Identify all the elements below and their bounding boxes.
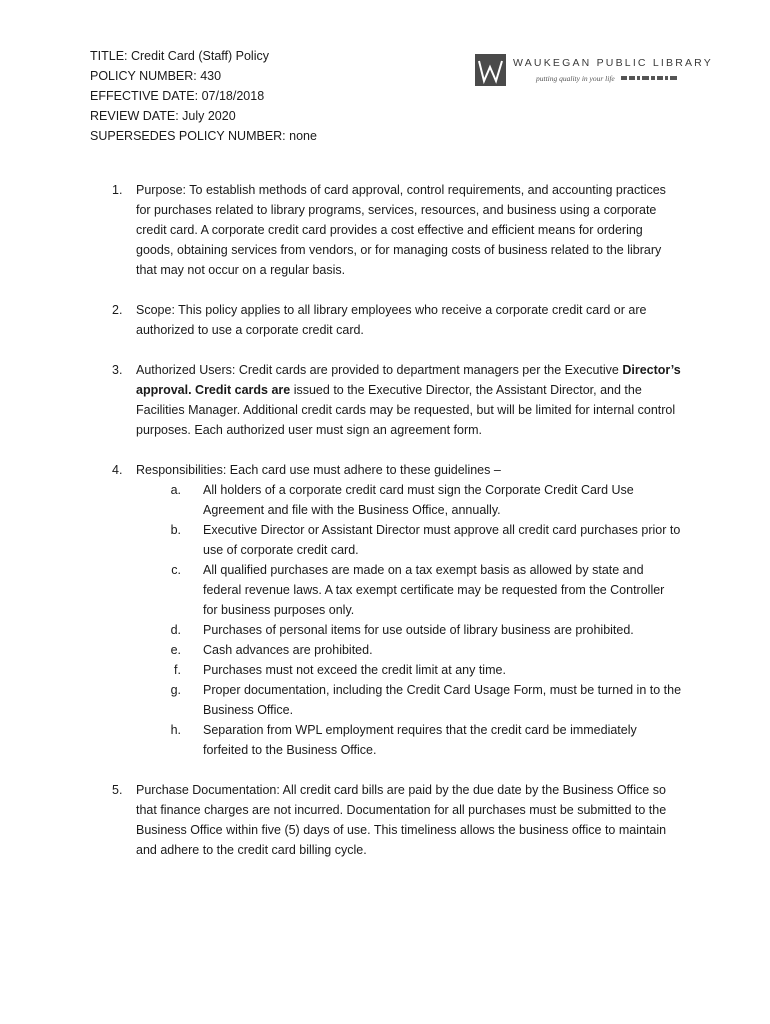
section-number: 5.	[112, 783, 123, 797]
review-date: REVIEW DATE: July 2020	[90, 109, 236, 123]
guideline-text: Purchases of personal items for use outside of library business are prohibited.	[203, 623, 634, 637]
section-text: Purpose: To establish methods of card approval, control requirements, and accounting practices for purchases related to library programs, services, resources, and business using a corporate credit card. A corporate credit card provides a cost effective and efficient means for ordering goods, obtaining services from vendors, or for managing costs of business related to the library that may not occur on a regular basis.	[136, 183, 666, 277]
section-text: Scope: This policy applies to all library employees who receive a corporate credit card or are authorized to use a corporate credit card.	[136, 303, 647, 337]
guideline-text: Purchases must not exceed the credit limit at any time.	[203, 663, 506, 677]
guideline-item	[158, 660, 682, 680]
library-logo	[475, 54, 713, 90]
policy-title: TITLE: Credit Card (Staff) Policy	[90, 49, 269, 63]
section-number: 3.	[112, 363, 123, 377]
guideline-letter: d.	[170, 623, 181, 637]
section-number: 1.	[112, 183, 123, 197]
section-scope	[112, 300, 682, 340]
policy-body	[112, 180, 682, 880]
guideline-item	[158, 720, 682, 760]
guideline-letter: b.	[170, 523, 181, 537]
section-body	[136, 460, 682, 760]
section-number: 4.	[112, 463, 123, 477]
guideline-item	[158, 560, 682, 620]
guideline-item	[158, 680, 682, 720]
section-authorized-users	[112, 360, 682, 440]
guideline-text: All qualified purchases are made on a tax exempt basis as allowed by state and federal revenue laws. A tax exempt certificate may be requested from the Controller for business purposes only.	[203, 563, 665, 617]
section-text	[136, 360, 682, 440]
guideline-item	[158, 620, 682, 640]
guideline-letter: e.	[170, 643, 181, 657]
section-responsibilities	[112, 460, 682, 760]
guideline-text: Separation from WPL employment requires that the credit card be immediately forfeited to the Business Office.	[203, 723, 637, 757]
guideline-letter: c.	[171, 563, 181, 577]
guideline-text: Cash advances are prohibited.	[203, 643, 373, 657]
guideline-text: Executive Director or Assistant Director must approve all credit card purchases prior to use of corporate credit card.	[203, 523, 681, 557]
guideline-text: Proper documentation, including the Credit Card Usage Form, must be turned in to the Business Office.	[203, 683, 682, 717]
guideline-item	[158, 640, 682, 660]
guideline-list	[136, 480, 682, 760]
section-text-part: issued to the Executive Director, the Assistant Director, and the Facilities Manager. Additional credit cards may be requested, but will be limited for internal control purposes. Each authorized user must sign an agreement form.	[136, 383, 676, 437]
section-purchase-documentation	[112, 780, 682, 860]
w-logo-icon	[475, 54, 506, 86]
section-text-bold: Director’s approval. Credit cards are	[136, 363, 681, 397]
section-text: Responsibilities: Each card use must adhere to these guidelines –	[136, 463, 501, 477]
section-text: Purchase Documentation: All credit card bills are paid by the due date by the Business Office so that finance charges are not incurred. Documentation for all purchases must be submitted to the Business Office within five (5) days of use. This timeliness allows the business office to maintain and adhere to the credit card billing cycle.	[136, 783, 667, 857]
logo-bars-icon	[621, 76, 677, 80]
effective-date: EFFECTIVE DATE: 07/18/2018	[90, 89, 265, 103]
section-purpose	[112, 180, 682, 280]
supersedes-policy: SUPERSEDES POLICY NUMBER: none	[90, 129, 317, 143]
policy-header	[90, 46, 317, 146]
guideline-letter: h.	[170, 723, 181, 737]
guideline-letter: g.	[170, 683, 181, 697]
section-text-part: Authorized Users: Credit cards are provided to department managers per the Executive	[136, 363, 623, 377]
section-number: 2.	[112, 303, 123, 317]
guideline-item	[158, 520, 682, 560]
library-tagline: putting quality in your life	[536, 74, 615, 83]
guideline-item	[158, 480, 682, 520]
guideline-letter: a.	[170, 483, 181, 497]
guideline-text: All holders of a corporate credit card must sign the Corporate Credit Card Use Agreement and file with the Business Office, annually.	[203, 483, 634, 517]
policy-number: POLICY NUMBER: 430	[90, 69, 222, 83]
library-name: WAUKEGAN PUBLIC LIBRARY	[513, 57, 713, 69]
guideline-letter: f.	[174, 663, 181, 677]
